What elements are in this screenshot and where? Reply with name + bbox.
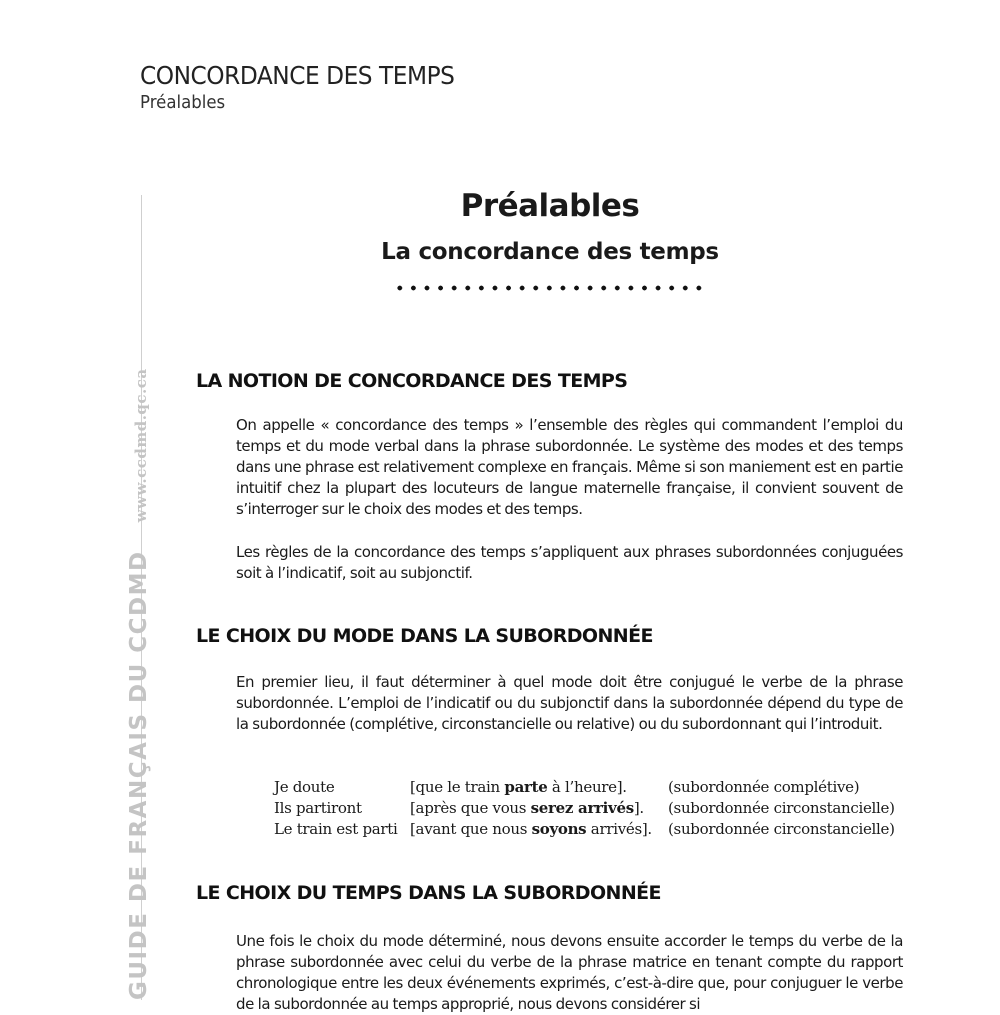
example-main-clause: Le train est parti <box>274 820 398 838</box>
example-verb: serez arrivés <box>530 799 634 817</box>
example-sub-text: ]. <box>633 799 644 817</box>
running-head-title: CONCORDANCE DES TEMPS <box>140 61 455 90</box>
paragraph: Une fois le choix du mode déterminé, nous devons ensuite accorder le temps du verbe de la phrase subordonnée avec celui du verbe de la phrase matrice en tenant compte du rapport chronologique entre les deux événements exprimés, c’est-à-dire que, pour conjuguer le verbe de la subordonnée au temps approprié, nous devons considérer si <box>236 932 903 1013</box>
dotted-separator <box>393 284 709 292</box>
example-sub-text: à l’heure]. <box>547 778 627 796</box>
example-sub-text: [après que vous <box>410 799 531 817</box>
side-url: www.ccdmd.qc.ca <box>132 368 150 523</box>
example-type: (subordonnée circonstancielle) <box>668 799 895 817</box>
side-brand: GUIDE DE FRANÇAIS DU CCDMD <box>126 550 152 1000</box>
example-type: (subordonnée complétive) <box>668 778 860 796</box>
example-subordinate <box>410 819 652 840</box>
example-sub-text: arrivés]. <box>586 820 652 838</box>
section-heading-notion: LA NOTION DE CONCORDANCE DES TEMPS <box>196 370 628 392</box>
side-margin-branding <box>126 368 152 1000</box>
paragraph: En premier lieu, il faut déterminer à quel mode doit être conjugué le verbe de la phrase subordonnée. L’emploi de l’indicatif ou du subjonctif dans la subordonnée dépend du type de la subordonnée (complétive, circonstancielle ou relative) ou du subordonnant qui l’introduit. <box>236 673 903 733</box>
section-heading-temps: LE CHOIX DU TEMPS DANS LA SUBORDONNÉE <box>196 882 661 904</box>
example-sub-text: [avant que nous <box>410 820 532 838</box>
page-subtitle: La concordance des temps <box>381 239 719 265</box>
example-main-clause: Je doute <box>274 778 335 796</box>
example-verb: soyons <box>531 820 587 838</box>
section-heading-mode: LE CHOIX DU MODE DANS LA SUBORDONNÉE <box>196 625 653 647</box>
example-subordinate <box>410 798 644 819</box>
example-main-clause: Ils partiront <box>274 799 362 817</box>
paragraph: On appelle « concordance des temps » l’ensemble des règles qui commandent l’emploi du temps et du mode verbal dans la phrase subordonnée. Le système des modes et des temps dans une phrase est relativement complexe en français. Même si son maniement est en partie intuitif chez la plupart des locuteurs de langue maternelle française, il convient souvent de s’interroger sur le choix des modes et des temps. <box>236 416 903 518</box>
page-title: Préalables <box>460 188 640 224</box>
example-verb: parte <box>504 778 548 796</box>
example-type: (subordonnée circonstancielle) <box>668 820 895 838</box>
paragraph: Les règles de la concordance des temps s’appliquent aux phrases subordonnées conjuguées soit à l’indicatif, soit au subjonctif. <box>236 543 903 582</box>
example-subordinate <box>410 777 627 798</box>
running-head <box>140 60 478 114</box>
example-sub-text: [que le train <box>410 778 505 796</box>
running-head-subtitle: Préalables <box>140 92 226 113</box>
